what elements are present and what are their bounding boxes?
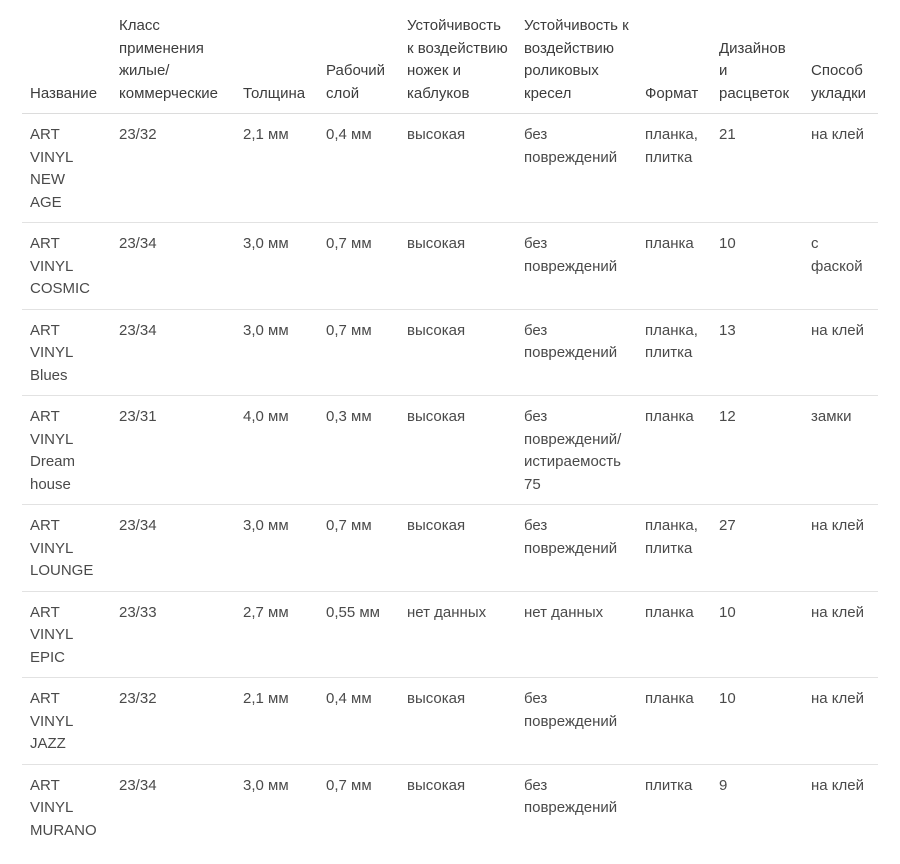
cell-wear-layer: 0,7 мм xyxy=(318,309,399,396)
cell-castor-chair-resistance: без повреждений/ истираемость 75 xyxy=(516,396,637,505)
cell-thickness: 2,7 мм xyxy=(235,591,318,678)
cell-thickness: 3,0 мм xyxy=(243,776,289,794)
cell-heel-resistance: высокая xyxy=(407,776,466,794)
cell-installation: с фаской xyxy=(803,223,878,310)
cell-name: ART VINYL EPIC xyxy=(22,591,111,678)
cell-heel-resistance: высокая xyxy=(399,396,516,505)
table-row xyxy=(22,764,878,850)
cell-usage-class: 23/32 xyxy=(111,678,235,765)
cell-thickness: 4,0 мм xyxy=(235,396,318,505)
cell-name: ART VINYL JAZZ xyxy=(22,678,111,765)
cell-castor-chair-resistance: нет данных xyxy=(516,591,637,678)
cell-format: планка xyxy=(637,396,711,505)
header-row xyxy=(22,15,878,114)
cell-castor-chair-resistance: без повреждений xyxy=(516,114,637,223)
cell-wear-layer: 0,3 мм xyxy=(318,396,399,505)
table-row xyxy=(22,591,878,678)
cell-castor-chair-resistance: без повреждений xyxy=(516,223,637,310)
cell-installation: замки xyxy=(803,396,878,505)
cell-usage-class: 23/33 xyxy=(111,591,235,678)
cell-heel-resistance: нет данных xyxy=(399,591,516,678)
cell-thickness: 3,0 мм xyxy=(235,505,318,592)
cell-format: планка, плитка xyxy=(637,114,711,223)
cell-format: плитка xyxy=(645,776,693,794)
cell-wear-layer: 0,4 мм xyxy=(318,678,399,765)
table-header xyxy=(22,15,878,114)
cell-designs-count: 10 xyxy=(711,678,803,765)
table-row xyxy=(22,678,878,765)
cell-designs-count: 21 xyxy=(711,114,803,223)
cell-designs-count: 10 xyxy=(711,591,803,678)
cell-wear-layer: 0,7 мм xyxy=(318,223,399,310)
cell-usage-class: 23/34 xyxy=(111,223,235,310)
cell-name: ART VINYL MURANO xyxy=(30,776,97,839)
column-header-heel-resistance: Устойчивость к воздействию ножек и каблуков xyxy=(399,15,516,114)
table-row xyxy=(22,396,878,505)
column-header-thickness: Толщина xyxy=(235,15,318,114)
product-comparison-table xyxy=(22,15,878,850)
cell-castor-chair-resistance: без повреждений xyxy=(516,678,637,765)
cell-wear-layer: 0,7 мм xyxy=(326,776,372,794)
cell-installation: на клей xyxy=(803,591,878,678)
table-row xyxy=(22,505,878,592)
cell-name: ART VINYL NEW AGE xyxy=(22,114,111,223)
column-header-usage-class: Класс применения жилые/ коммерческие xyxy=(111,15,235,114)
cell-thickness: 2,1 мм xyxy=(235,678,318,765)
table-row xyxy=(22,223,878,310)
cell-designs-count: 12 xyxy=(711,396,803,505)
cell-format: планка xyxy=(637,678,711,765)
cell-heel-resistance: высокая xyxy=(399,505,516,592)
cell-thickness: 3,0 мм xyxy=(235,309,318,396)
cell-usage-class: 23/31 xyxy=(111,396,235,505)
cell-designs-count: 27 xyxy=(711,505,803,592)
table-row xyxy=(22,114,878,223)
cell-heel-resistance: высокая xyxy=(399,678,516,765)
cell-installation: на клей xyxy=(803,309,878,396)
cell-castor-chair-resistance: без повреждений xyxy=(524,776,618,816)
column-header-installation: Способ укладки xyxy=(803,15,878,114)
cell-name: ART VINYL Dream house xyxy=(22,396,111,505)
cell-name: ART VINYL Blues xyxy=(22,309,111,396)
cell-usage-class: 23/34 xyxy=(111,505,235,592)
cell-format: планка xyxy=(637,223,711,310)
cell-name: ART VINYL LOUNGE xyxy=(22,505,111,592)
cell-heel-resistance: высокая xyxy=(399,309,516,396)
table-row xyxy=(22,309,878,396)
column-header-castor-chair-resistance: Устойчивость к воздействию роликовых кресел xyxy=(516,15,637,114)
cell-installation: на клей xyxy=(803,114,878,223)
cell-castor-chair-resistance: без повреждений xyxy=(516,309,637,396)
cell-designs-count: 10 xyxy=(711,223,803,310)
cell-designs-count: 13 xyxy=(711,309,803,396)
cell-thickness: 3,0 мм xyxy=(235,223,318,310)
cell-installation: на клей xyxy=(811,776,864,794)
cell-usage-class: 23/34 xyxy=(111,309,235,396)
cell-installation: на клей xyxy=(803,678,878,765)
cell-designs-count: 9 xyxy=(719,776,728,794)
column-header-wear-layer: Рабочий слой xyxy=(318,15,399,114)
cell-heel-resistance: высокая xyxy=(399,114,516,223)
table-body xyxy=(22,114,878,851)
cell-wear-layer: 0,55 мм xyxy=(318,591,399,678)
cell-installation: на клей xyxy=(803,505,878,592)
column-header-name: Название xyxy=(22,15,111,114)
cell-heel-resistance: высокая xyxy=(399,223,516,310)
cell-castor-chair-resistance: без повреждений xyxy=(516,505,637,592)
cell-usage-class: 23/34 xyxy=(119,776,157,794)
cell-wear-layer: 0,4 мм xyxy=(318,114,399,223)
cell-format: планка xyxy=(637,591,711,678)
cell-format: планка, плитка xyxy=(637,505,711,592)
cell-format: планка, плитка xyxy=(637,309,711,396)
cell-usage-class: 23/32 xyxy=(111,114,235,223)
cell-name: ART VINYL COSMIC xyxy=(22,223,111,310)
cell-thickness: 2,1 мм xyxy=(235,114,318,223)
column-header-format: Формат xyxy=(637,15,711,114)
cell-wear-layer: 0,7 мм xyxy=(318,505,399,592)
column-header-designs-count: Дизайнов и расцветок xyxy=(711,15,803,114)
